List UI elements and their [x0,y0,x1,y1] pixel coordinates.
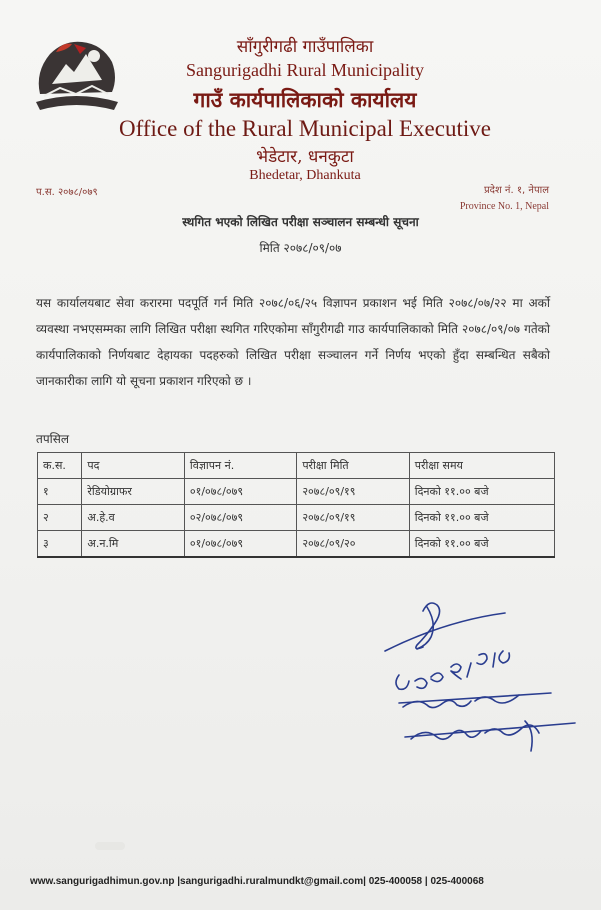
cell-sn: ३ [38,531,82,558]
notice-date: मिति २०७८/०९/०७ [259,241,342,255]
footer-contact: www.sangurigadhimun.gov.np |sangurigadhi.ruralmundkt@gmail.com| 025-400058 | 025-400068 [30,876,484,887]
province-np: प्रदेश नं. १, नेपाल [483,185,549,196]
notice-subject: स्थगित भएको लिखित परीक्षा सञ्चालन सम्बन्धी सूचना [182,215,419,229]
col-header-exam-time: परीक्षा समय [409,453,554,479]
cell-exam-time: दिनको ११.०० बजे [409,479,554,505]
col-header-post: पद [82,453,184,479]
cell-exam-date: २०७८/०९/१९ [297,479,409,505]
cell-post: रेडियोग्राफर [82,479,184,505]
table-row [38,531,555,558]
office-name-en: Office of the Rural Municipal Executive [119,116,491,141]
exam-schedule-table [37,452,555,558]
address-en: Bhedetar, Dhankuta [249,168,361,183]
cell-ad-no: ०१/०७८/०७९ [184,531,296,558]
notice-body: यस कार्यालयबाट सेवा करारमा पदपूर्ति गर्न मिति २०७८/०६/२५ विज्ञापन प्रकाशन भई मिति २०७८/०७/२२ मा अर्को व्यवस्था नभएसम्मका लागि लिखित परीक्षा स्थगित गरिएकोमा साँगुरीगढी गाउ कार्यपालिकाको मिति २०७८/०९/०७ गतेको कार्यपालिकाको निर्णयबाट देहायका पदहरुको लिखित परीक्षा सञ्चालन गर्ने निर्णय भएको हुँदा सम्बन्धित सबैको जानकारीका लागि यो सूचना प्रकाशन गरिएको छ । [36,296,550,388]
table-row [38,505,555,531]
col-header-sn: क.स. [38,453,82,479]
cell-exam-date: २०७८/०९/१९ [297,505,409,531]
cell-exam-time: दिनको ११.०० बजे [409,531,554,558]
office-name-np: गाउँ कार्यपालिकाको कार्यालय [193,87,417,112]
table-row [38,479,555,505]
cell-sn: १ [38,479,82,505]
cell-ad-no: ०१/०७८/०७९ [184,479,296,505]
table-header-row [38,453,555,479]
reference-number: प.स. २०७८/०७९ [36,187,98,198]
address-np: भेडेटार, धनकुटा [256,147,354,167]
cell-ad-no: ०२/०७८/०७९ [184,505,296,531]
cell-post: अ.हे.व [82,505,184,531]
cell-exam-date: २०७८/०९/२० [297,531,409,558]
cell-exam-time: दिनको ११.०० बजे [409,505,554,531]
province-block [460,183,549,215]
province-en: Province No. 1, Nepal [459,201,549,212]
cell-sn: २ [38,505,82,531]
col-header-ad-no: विज्ञापन नं. [184,453,296,479]
municipality-name-np: साँगुरीगढी गाउँपालिका [236,37,374,57]
municipality-name-en: Sangurigadhi Rural Municipality [186,60,424,80]
cell-post: अ.न.मि [82,531,184,558]
details-label: तपसिल [36,432,70,446]
col-header-exam-date: परीक्षा मिति [297,453,409,479]
paper-smudge [95,842,125,850]
handwritten-signature [375,595,585,770]
